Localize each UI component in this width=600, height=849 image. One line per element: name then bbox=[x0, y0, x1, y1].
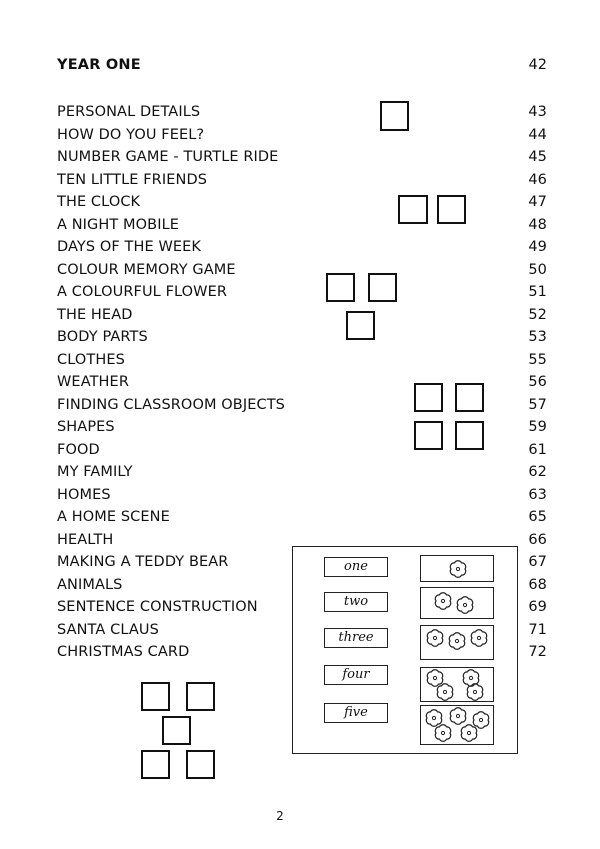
flower-icon bbox=[449, 633, 464, 650]
entry-page: 71 bbox=[528, 621, 547, 638]
contents-entry bbox=[57, 169, 547, 192]
entry-title: A NIGHT MOBILE bbox=[57, 216, 180, 233]
entry-page: 48 bbox=[528, 216, 547, 233]
entry-title: HEALTH bbox=[57, 531, 114, 548]
entry-page: 53 bbox=[528, 329, 547, 345]
entry-title: THE CLOCK bbox=[57, 194, 141, 210]
entry-title: HOW DO YOU FEEL? bbox=[57, 126, 205, 143]
entry-title: CHRISTMAS CARD bbox=[57, 644, 190, 660]
entry-page: 51 bbox=[528, 284, 547, 300]
flower-count-box bbox=[420, 625, 494, 660]
entry-page: 50 bbox=[528, 261, 547, 278]
entry-page: 69 bbox=[528, 599, 547, 615]
flower-centre bbox=[433, 676, 436, 679]
contents-entry bbox=[57, 191, 547, 214]
flower-icon bbox=[450, 708, 465, 725]
contents-entry bbox=[57, 259, 547, 282]
entry-title: A HOME SCENE bbox=[57, 509, 170, 525]
decor-square bbox=[186, 682, 215, 711]
decor-square bbox=[380, 101, 409, 131]
flower-count-box bbox=[420, 705, 494, 745]
entry-title: DAYS OF THE WEEK bbox=[57, 239, 202, 255]
entry-page: 57 bbox=[528, 396, 547, 413]
contents-entry bbox=[57, 484, 547, 507]
entry-title: SENTENCE CONSTRUCTION bbox=[57, 599, 258, 615]
flower-icon bbox=[450, 561, 465, 578]
flower-icon bbox=[435, 725, 450, 742]
decor-square bbox=[326, 273, 355, 302]
flower-count-box bbox=[420, 667, 494, 702]
entry-title: THE HEAD bbox=[57, 306, 133, 323]
contents-entry bbox=[57, 506, 547, 529]
entry-page: 65 bbox=[528, 509, 547, 525]
flower-icon bbox=[457, 597, 472, 614]
number-word-box: one bbox=[324, 557, 388, 577]
flower-centre bbox=[456, 714, 459, 717]
number-word-box: three bbox=[324, 628, 388, 648]
flower-icon bbox=[427, 630, 442, 647]
flower-icon bbox=[471, 630, 486, 647]
number-word-box: five bbox=[324, 703, 388, 723]
contents-entry bbox=[57, 124, 547, 147]
entry-title: HOMES bbox=[57, 486, 111, 503]
flower-icon bbox=[435, 593, 450, 610]
entry-title: SANTA CLAUS bbox=[57, 621, 159, 638]
entry-title: COLOUR MEMORY GAME bbox=[57, 261, 236, 278]
flower-centre bbox=[473, 690, 476, 693]
flower-centre bbox=[432, 716, 435, 719]
entry-page: 49 bbox=[528, 239, 547, 255]
flower-centre bbox=[455, 639, 458, 642]
entry-title: MAKING A TEDDY BEAR bbox=[57, 554, 229, 570]
number-word-box: two bbox=[324, 592, 388, 612]
flower-centre bbox=[443, 690, 446, 693]
contents-entry bbox=[57, 101, 547, 124]
entry-title: PERSONAL DETAILS bbox=[57, 104, 201, 120]
flower-count-box bbox=[420, 587, 494, 619]
contents-entry bbox=[57, 326, 547, 349]
flower-centre bbox=[441, 731, 444, 734]
entry-title: SHAPES bbox=[57, 419, 115, 435]
contents-entry bbox=[57, 304, 547, 327]
flower-centre bbox=[479, 718, 482, 721]
flower-centre bbox=[469, 676, 472, 679]
entry-title: FOOD bbox=[57, 441, 100, 458]
section-heading: YEAR ONE bbox=[57, 57, 141, 73]
entry-page: 56 bbox=[528, 374, 547, 390]
entry-page: 61 bbox=[528, 441, 547, 458]
decor-square bbox=[455, 383, 484, 412]
entry-page: 43 bbox=[528, 104, 547, 120]
flower-icon bbox=[467, 684, 482, 701]
flower-icon bbox=[426, 710, 441, 727]
entry-title: TEN LITTLE FRIENDS bbox=[57, 171, 208, 188]
entry-page: 62 bbox=[528, 464, 547, 480]
entry-page: 52 bbox=[528, 306, 547, 323]
decor-square bbox=[414, 383, 443, 412]
entry-page: 47 bbox=[528, 194, 547, 210]
decor-square bbox=[346, 311, 375, 340]
entry-title: CLOTHES bbox=[57, 351, 125, 368]
flower-icon bbox=[437, 684, 452, 701]
decor-square bbox=[162, 716, 191, 745]
section-heading-page: 42 bbox=[528, 57, 547, 73]
flower-centre bbox=[441, 599, 444, 602]
flower-centre bbox=[467, 731, 470, 734]
entry-title: MY FAMILY bbox=[57, 464, 133, 480]
decor-square bbox=[141, 682, 170, 711]
decor-square bbox=[398, 195, 428, 224]
entry-page: 46 bbox=[528, 171, 547, 188]
flower-icon bbox=[427, 670, 442, 687]
entry-title: ANIMALS bbox=[57, 576, 123, 593]
entry-page: 55 bbox=[528, 351, 547, 368]
entry-page: 66 bbox=[528, 531, 547, 548]
entry-page: 45 bbox=[528, 149, 547, 165]
page-number: 2 bbox=[276, 809, 284, 823]
contents-entry bbox=[57, 461, 547, 484]
flower-centre bbox=[456, 567, 459, 570]
contents-entry bbox=[57, 281, 547, 304]
entry-page: 72 bbox=[528, 644, 547, 660]
flower-centre bbox=[477, 636, 480, 639]
flower-count-box bbox=[420, 555, 494, 582]
counting-panel bbox=[292, 546, 518, 754]
flower-icon bbox=[473, 712, 488, 729]
decor-square bbox=[455, 421, 484, 450]
entry-title: NUMBER GAME - TURTLE RIDE bbox=[57, 149, 279, 165]
decor-square bbox=[186, 750, 215, 779]
entry-page: 68 bbox=[528, 576, 547, 593]
decor-square bbox=[141, 750, 170, 779]
number-word-box: four bbox=[324, 665, 388, 685]
contents-entry bbox=[57, 214, 547, 237]
entry-title: BODY PARTS bbox=[57, 329, 148, 345]
entry-title: A COLOURFUL FLOWER bbox=[57, 284, 228, 300]
entry-title: FINDING CLASSROOM OBJECTS bbox=[57, 396, 285, 413]
entry-page: 67 bbox=[528, 554, 547, 570]
flower-centre bbox=[463, 603, 466, 606]
contents-entry bbox=[57, 236, 547, 259]
decor-square bbox=[414, 421, 443, 450]
entry-page: 59 bbox=[528, 419, 547, 435]
contents-entry bbox=[57, 349, 547, 372]
contents-entry bbox=[57, 146, 547, 169]
decor-square bbox=[437, 195, 466, 224]
flower-centre bbox=[433, 636, 436, 639]
decor-square bbox=[368, 273, 397, 302]
entry-title: WEATHER bbox=[57, 374, 129, 390]
entry-page: 63 bbox=[528, 486, 547, 503]
entry-page: 44 bbox=[528, 126, 547, 143]
flower-icon bbox=[461, 725, 476, 742]
